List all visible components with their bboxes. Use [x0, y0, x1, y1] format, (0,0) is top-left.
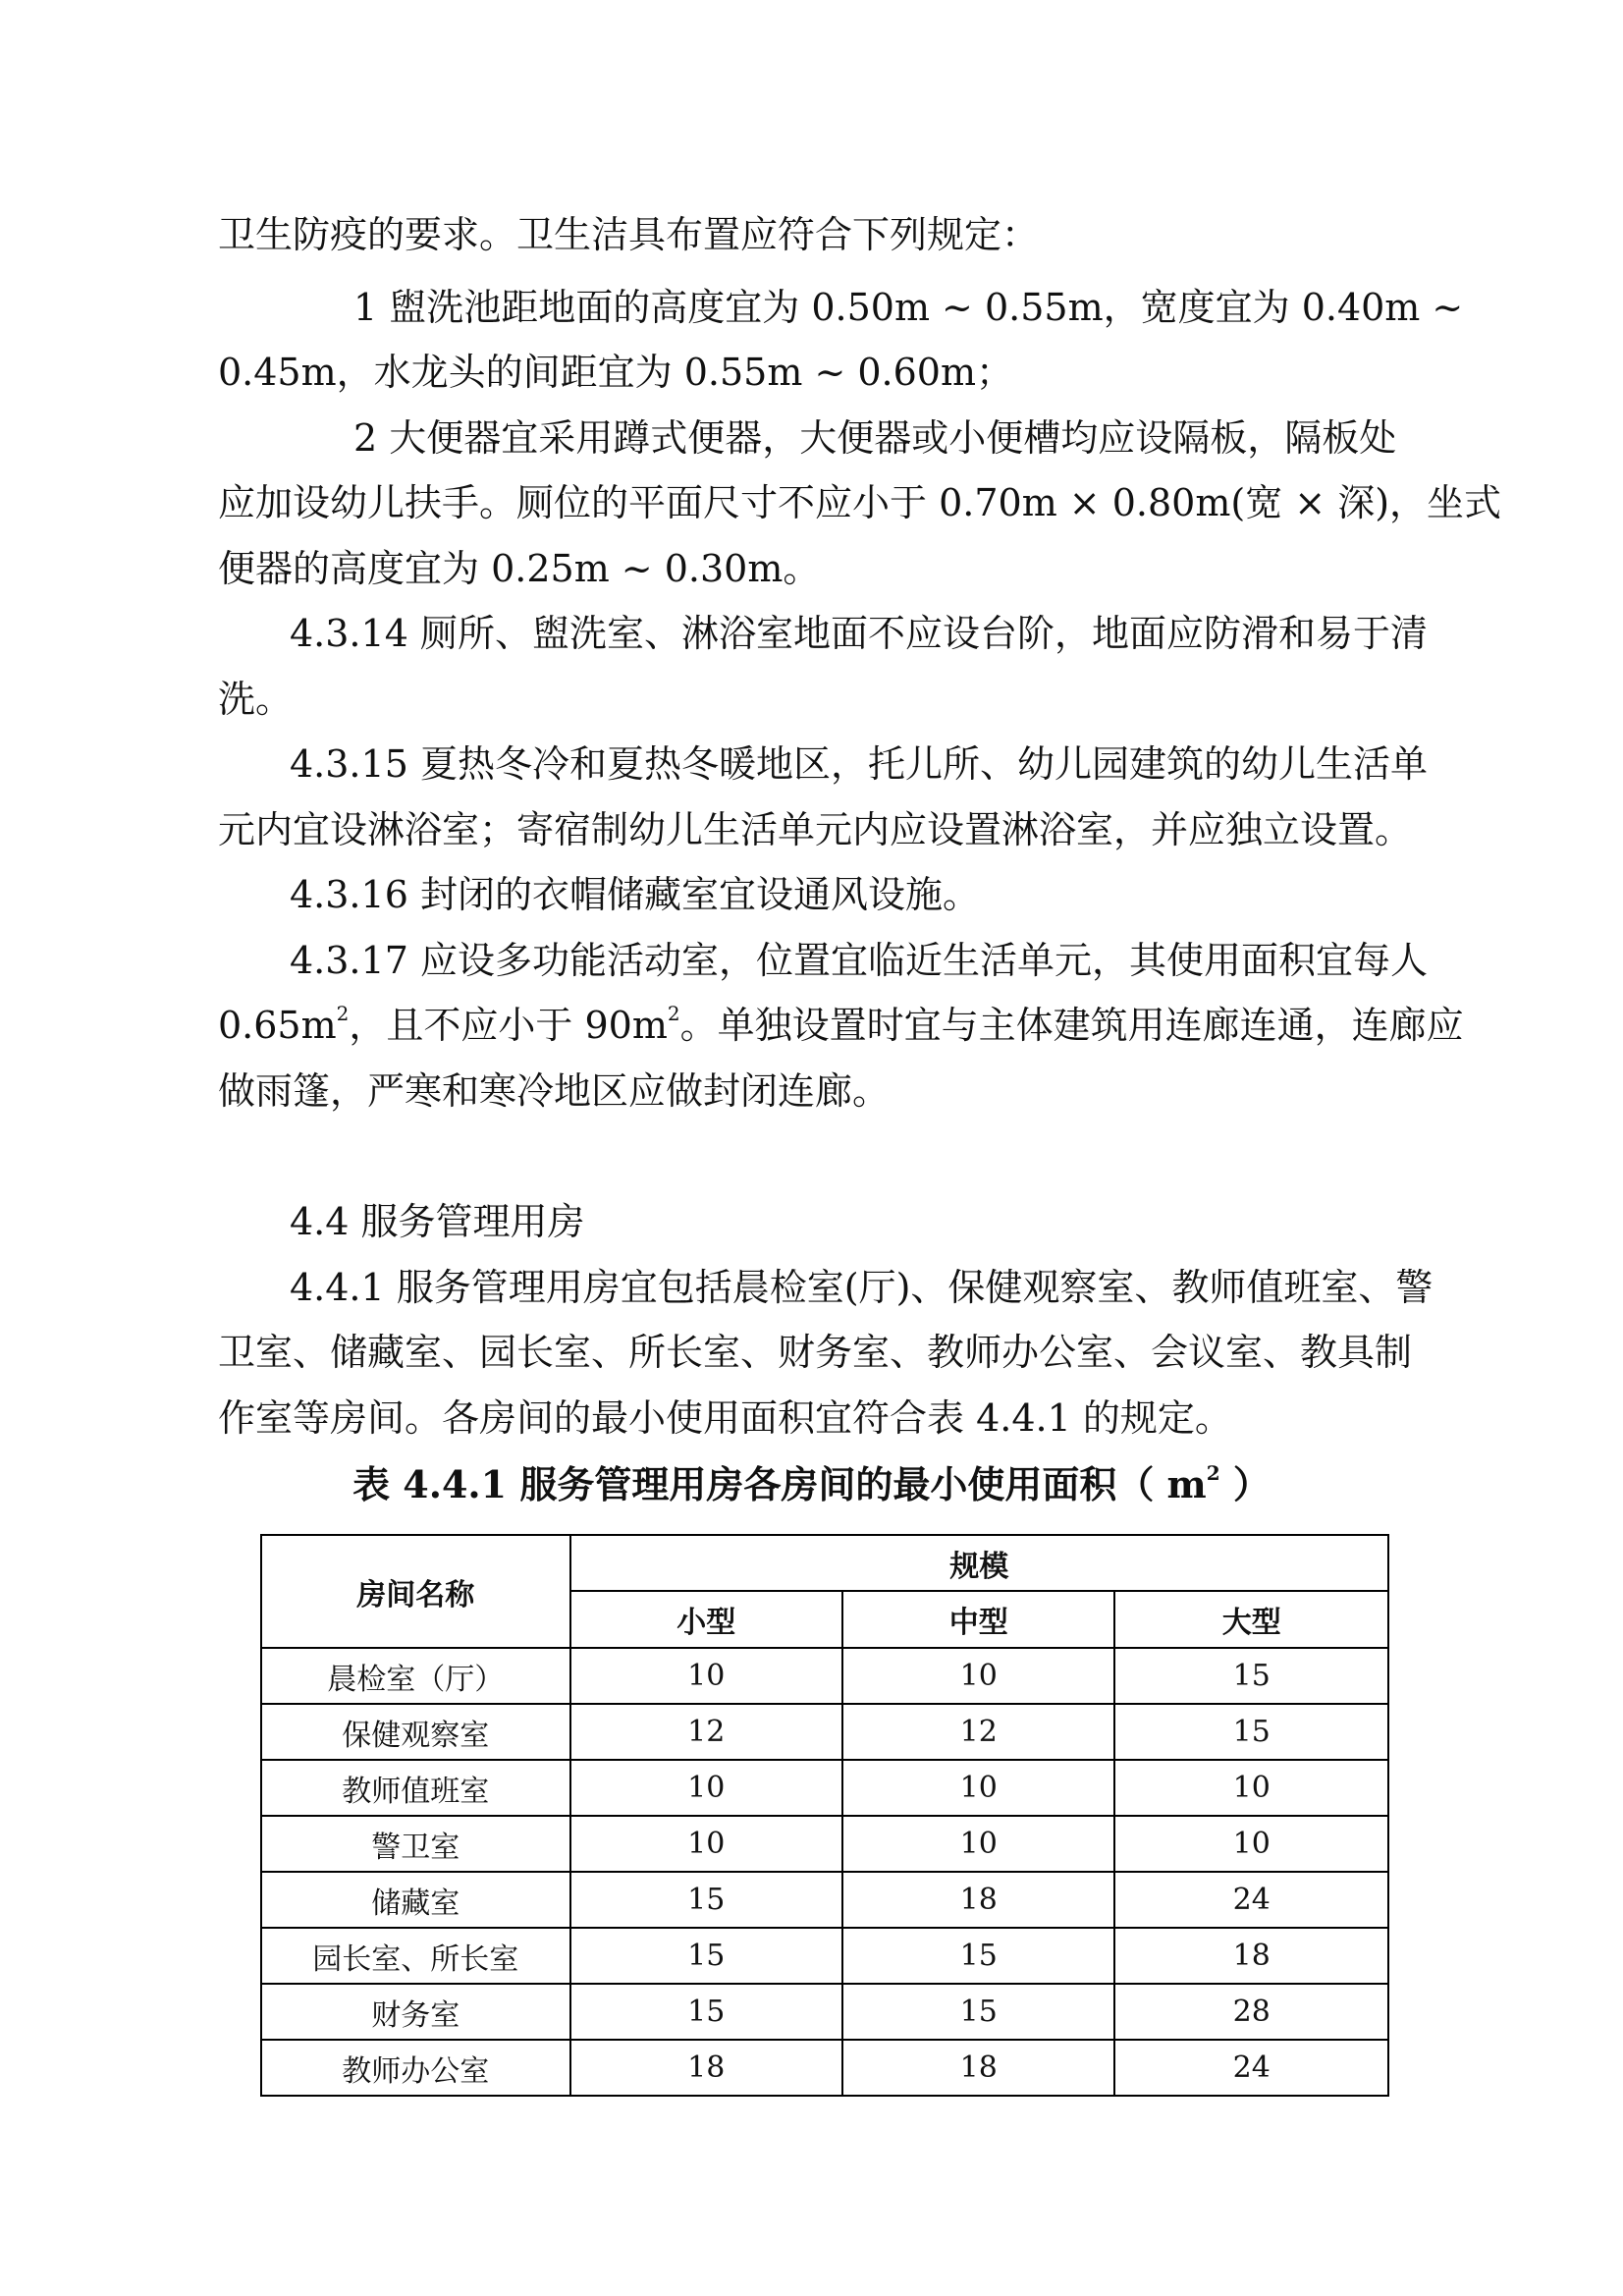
- header-room-name: 房间名称: [261, 1535, 570, 1648]
- table-cell: 28: [1114, 1984, 1388, 2040]
- table-cell: 15: [1114, 1704, 1388, 1760]
- paragraph-line: 4.3.17 应设多功能活动室，位置宜临近生活单元，其使用面积宜每人: [290, 939, 1428, 982]
- header-large: 大型: [1114, 1591, 1388, 1648]
- paragraph-line: 2 大便器宜采用蹲式便器，大便器或小便槽均应设隔板，隔板处: [353, 416, 1397, 460]
- superscript: 2: [667, 1002, 680, 1025]
- table-cell: 15: [570, 1928, 842, 1984]
- table-cell: 警卫室: [261, 1816, 570, 1872]
- header-medium: 中型: [842, 1591, 1114, 1648]
- paragraph-line: 便器的高度宜为 0.25m ~ 0.30m。: [218, 547, 821, 590]
- paragraph-line: 4.4.1 服务管理用房宜包括晨检室(厅)、保健观察室、教师值班室、警: [290, 1266, 1434, 1309]
- paragraph-line: 做雨篷，严寒和寒冷地区应做封闭连廊。: [218, 1069, 891, 1113]
- table-cell: 教师办公室: [261, 2040, 570, 2096]
- table-cell: 12: [842, 1704, 1114, 1760]
- table-cell: 15: [842, 1928, 1114, 1984]
- table-row: [261, 1760, 1388, 1816]
- table-cell: 储藏室: [261, 1872, 570, 1928]
- table-cell: 教师值班室: [261, 1760, 570, 1816]
- paragraph-line: 应加设幼儿扶手。厕位的平面尺寸不应小于 0.70m × 0.80m(宽 × 深)，坐式: [218, 481, 1502, 524]
- table-title-text: 表 4.4.1 服务管理用房各房间的最小使用面积（ m: [352, 1462, 1207, 1506]
- table-row: [261, 1648, 1388, 1704]
- table-cell: 15: [1114, 1648, 1388, 1704]
- table-cell: 18: [570, 2040, 842, 2096]
- table-cell: 10: [1114, 1760, 1388, 1816]
- table-cell: 保健观察室: [261, 1704, 570, 1760]
- table-row: [261, 1984, 1388, 2040]
- table-cell: 10: [570, 1816, 842, 1872]
- paragraph-line: 4.3.15 夏热冬冷和夏热冬暖地区，托儿所、幼儿园建筑的幼儿生活单: [290, 742, 1428, 786]
- table-cell: 园长室、所长室: [261, 1928, 570, 1984]
- paragraph-line: 洗。: [218, 678, 294, 721]
- table-cell: 18: [842, 2040, 1114, 2096]
- table-cell: 15: [570, 1984, 842, 2040]
- table-cell: 10: [842, 1816, 1114, 1872]
- superscript: 2: [1206, 1461, 1220, 1485]
- table-cell: 18: [842, 1872, 1114, 1928]
- room-area-table: [260, 1534, 1389, 2097]
- paragraph-line: 作室等房间。各房间的最小使用面积宜符合表 4.4.1 的规定。: [218, 1396, 1232, 1440]
- table-row: [261, 1872, 1388, 1928]
- table-cell: 12: [570, 1704, 842, 1760]
- paragraph-line: 1 盥洗池距地面的高度宜为 0.50m ~ 0.55m，宽度宜为 0.40m ~: [353, 286, 1464, 329]
- table-cell: 10: [1114, 1816, 1388, 1872]
- section-heading: 4.4 服务管理用房: [290, 1200, 585, 1243]
- paragraph-line: 4.3.14 厕所、盥洗室、淋浴室地面不应设台阶，地面应防滑和易于清: [290, 612, 1428, 655]
- table-cell: 10: [842, 1760, 1114, 1816]
- table-title-end: ）: [1219, 1462, 1271, 1506]
- paragraph-line: 0.45m，水龙头的间距宜为 0.55m ~ 0.60m；: [218, 351, 1014, 394]
- table-cell: 10: [842, 1648, 1114, 1704]
- table-cell: 24: [1114, 1872, 1388, 1928]
- table-cell: 10: [570, 1760, 842, 1816]
- header-scale: 规模: [570, 1535, 1388, 1591]
- table-cell: 18: [1114, 1928, 1388, 1984]
- paragraph-line: 卫生防疫的要求。卫生洁具布置应符合下列规定：: [218, 213, 1040, 256]
- table-row: [261, 1928, 1388, 1984]
- paragraph-line: 卫室、储藏室、园长室、所长室、财务室、教师办公室、会议室、教具制: [218, 1331, 1413, 1374]
- table-row: [261, 1816, 1388, 1872]
- text-run: 0.65m: [218, 1004, 337, 1047]
- text-run: 。单独设置时宜与主体建筑用连廊连通，连廊应: [679, 1004, 1464, 1047]
- text-run: ，且不应小于 90m: [349, 1004, 668, 1047]
- paragraph-line: [218, 1002, 1464, 1049]
- table-row: [261, 1704, 1388, 1760]
- paragraph-line: 4.3.16 封闭的衣帽储藏室宜设通风设施。: [290, 873, 980, 916]
- header-small: 小型: [570, 1591, 842, 1648]
- superscript: 2: [336, 1002, 350, 1025]
- table-cell: 24: [1114, 2040, 1388, 2096]
- table-cell: 15: [570, 1872, 842, 1928]
- table-cell: 晨检室（厅）: [261, 1648, 570, 1704]
- table-cell: 10: [570, 1648, 842, 1704]
- paragraph-line: 元内宜设淋浴室；寄宿制幼儿生活单元内应设置淋浴室，并应独立设置。: [218, 808, 1413, 851]
- table-cell: 15: [842, 1984, 1114, 2040]
- table-row: [261, 2040, 1388, 2096]
- table-title: [0, 1461, 1623, 1508]
- table-cell: 财务室: [261, 1984, 570, 2040]
